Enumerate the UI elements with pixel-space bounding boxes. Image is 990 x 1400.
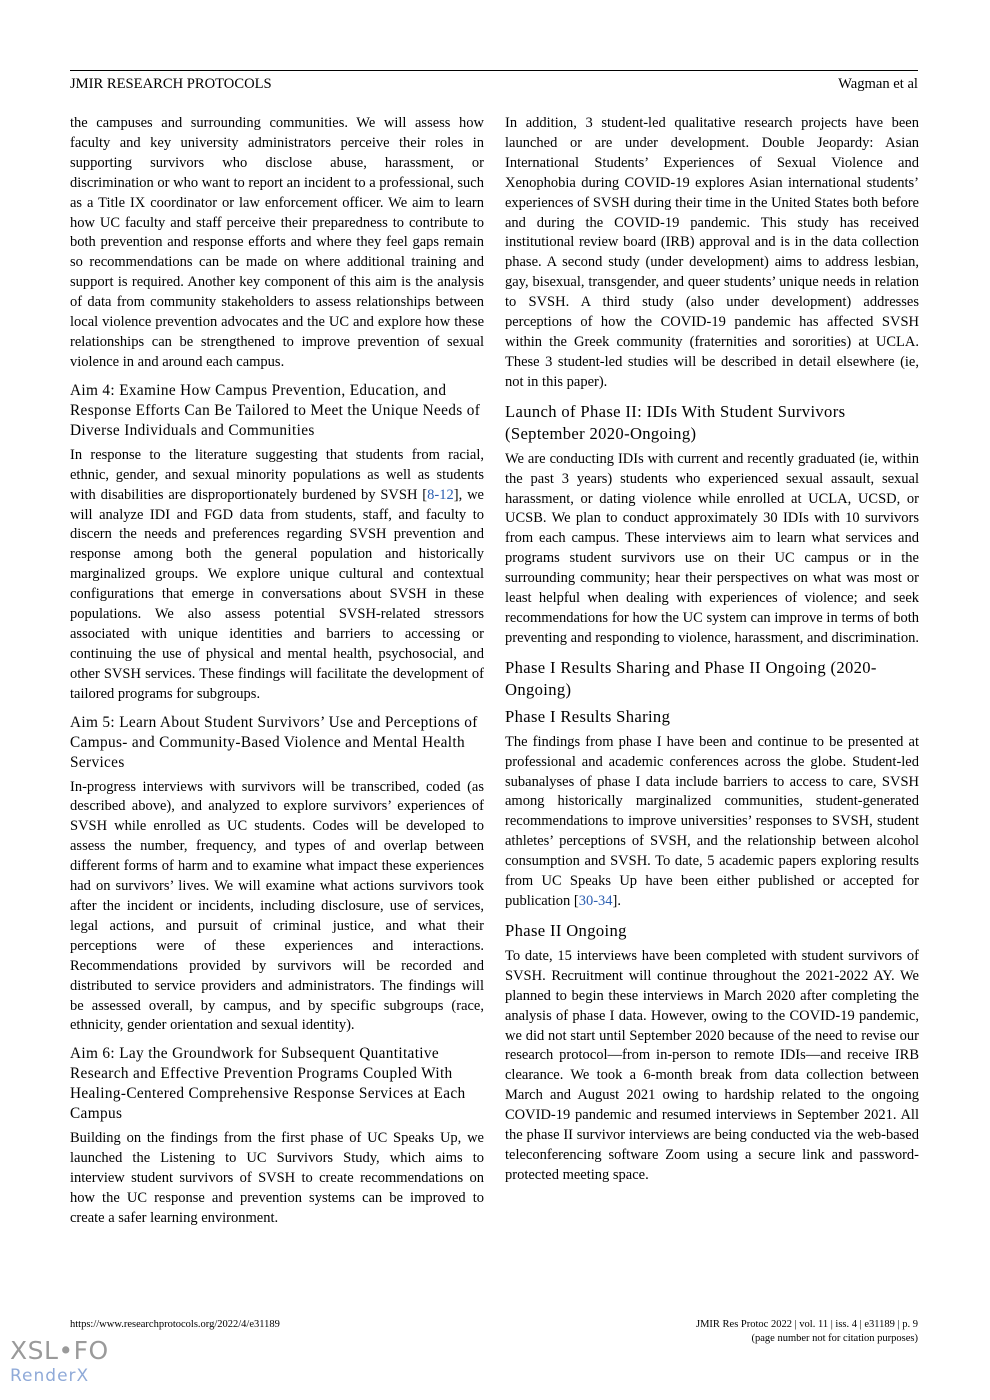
aim4-heading: Aim 4: Examine How Campus Prevention, Education, and Response Efforts Can Be Tailored to Meet the Unique Needs of Diverse Individuals and Communities [70, 381, 481, 439]
citation-link-8-12[interactable]: 8-12 [427, 486, 454, 503]
header-rule [70, 70, 918, 71]
journal-name: JMIR RESEARCH PROTOCOLS [70, 76, 272, 92]
launch-phase2-heading: Launch of Phase II: IDIs With Student Survivors (September 2020-Ongoing) [505, 401, 846, 443]
running-head [70, 74, 918, 96]
sharing-text-before: The findings from phase I have been and continue to be presented at professional and academic conferences across the globe. Student-led subanalyses of phase I data include barriers to access to care, SVSH among historically marginalized communities, student-generated recommendations to improve universities’ responses to SVSH, student athletes’ perceptions of SVSH, and the relationship between alcohol consumption and SVSH. To date, 5 academic papers exploring results from UC Speaks Up have been either published or accepted for publication [ [505, 733, 919, 909]
results-sharing-section-heading: Phase I Results Sharing and Phase II Ongoing (2020-Ongoing) [505, 657, 877, 699]
logo-renderx-text: RenderX [10, 1366, 90, 1386]
footer-citation: JMIR Res Protoc 2022 | vol. 11 | iss. 4 | e31189 | p. 9 [695, 1319, 918, 1330]
right-column [505, 114, 919, 1194]
right-paragraph-1: In addition, 3 student-led qualitative research projects have been launched or are under development. Double Jeopardy: Asian International Students’ Experiences of Sexual Violence and Xenophobia during COVID-19 explores Asian international students’ experiences of SVSH during their time in the United States both before and during the COVID-19 pandemic. This study has received institutional review board (IRB) approval and is in the data collection phase. A second study (under development) aims to address lesbian, gay, bisexual, transgender, and queer students’ unique needs in relation to SVSH. A third study (also under development) addresses perceptions of how the COVID-19 pandemic has affected SVSH within the Greek community (fraternities and sororities) at UCLA. These 3 student-led studies will be described in detail elsewhere (ie, not in this paper). [505, 115, 919, 390]
sharing-text-after: ]. [612, 893, 622, 909]
footer-note: (page number not for citation purposes) [751, 1332, 918, 1344]
aim6-paragraph: Building on the findings from the first phase of UC Speaks Up, we launched the Listening to UC Survivors Study, which aims to interview student survivors of SVSH to create recommendations on how the UC response and prevention systems can be improved to create a safer learning environment. [70, 1130, 484, 1226]
phase2-ongoing-heading: Phase II Ongoing [505, 920, 627, 940]
aim4-paragraph [70, 446, 484, 705]
left-column [70, 114, 484, 1237]
citation-link-30-34[interactable]: 30-34 [578, 893, 613, 909]
phase1-results-sharing-heading: Phase I Results Sharing [505, 706, 671, 726]
aim5-paragraph: In-progress interviews with survivors will be transcribed, coded (as described above), and analyzed to explore survivors’ experiences of SVSH while enrolled as UC students. Codes will be developed to assess the number, frequency, and types of and overlap between different forms of harm and to examine what impact these experiences had on survivors’ lives. We will examine what actions survivors took after the incident or incidents, including disclosure, use of services, legal actions, and pursuit of criminal justice, and what their perceptions were of these experiences and interactions. Recommendations provided by survivors will be recorded and distributed to service providers and administrators. The findings will be assessed overall, by campus, and by specific subgroups (race, ethnicity, gender orientation and sexual identity). [70, 778, 484, 1034]
aim4-text-before: In response to the literature suggesting that students from racial, ethnic, gender, and sexual minority populations as well as students with disabilities are disproportionately burdened by SVSH [ [70, 446, 484, 503]
aim6-heading: Aim 6: Lay the Groundwork for Subsequent Quantitative Research and Effective Prevention Programs Coupled With Healing-Centered Comprehensive Response Services at Each Campus [70, 1045, 466, 1123]
xslfo-renderx-logo [10, 1336, 109, 1392]
aim4-text-after: ], we will analyze IDI and FGD data from students, staff, and faculty to discern the needs and preferences regarding SVSH prevention and response among both the general population and historically marginalized groups. We explore unique cultural and contextual configurations that emerge in conversations about SVSH in these populations. We also assess potential SVSH-related stressors associated with unique identities and barriers to accessing or continuing the use of physical and mental health, psychosocial, and other SVSH services. These findings will facilitate the development of tailored programs for subgroups. [70, 486, 484, 702]
phase2-ongoing-paragraph: To date, 15 interviews have been completed with student survivors of SVSH. Recruitment will continue throughout the 2021-2022 AY. We planned to begin these interviews in March 2020 after completing the analysis of phase I data. However, owing to the COVID-19 pandemic, we did not start until September 2020 because of the need to revise our research protocol—from in-person to remote IDIs—and receive IRB clearance. We took a 6-month break from data collection between March and August 2021 owing to hardship related to the ongoing COVID-19 pandemic and resumed interviews in September 2021. All the phase II survivor interviews are being conducted via the web-based teleconferencing software Zoom using a secure link and password-protected meeting space. [505, 947, 919, 1183]
author-names: Wagman et al [838, 76, 918, 92]
left-paragraph-1: the campuses and surrounding communities. We will assess how faculty and key university administrators perceive their roles in supporting survivors who disclose abuse, harassment, or discrimination or who want to report an incident to a professional, such as a Title IX coordinator or law enforcement officer. We aim to learn how UC faculty and staff perceive their preparedness to contribute to both prevention and response efforts and where they feel gaps remain so recommendations can be made on where additional training and support is required. Another key component of this aim is the analysis of data from community stakeholders to assess relationships between local violence prevention advocates and the UC and explore how these relationships can be strengthened to improve prevention of sexual violence in and around each campus. [70, 115, 484, 370]
phase1-results-sharing-paragraph [505, 733, 919, 912]
launch-phase2-paragraph: We are conducting IDIs with current and recently graduated (ie, within the past 3 years) students who experienced sexual assault, sexual harassment, or dating violence while enrolled at UCLA, UCSD, or UCSB. We plan to conduct approximately 30 IDIs with 10 survivors from each campus. These interviews aim to learn what services and programs student survivors use on their UC campus or in the surrounding community; hear their perspectives on what was most or least helpful when dealing with experiences of violence; and seek recommendations for how the UC system can improve in terms of both preventing and responding to violence, harassment, and discrimination. [505, 450, 919, 646]
footer-citation-block [696, 1318, 918, 1345]
footer-url[interactable]: https://www.researchprotocols.org/2022/4/e31189 [70, 1319, 280, 1330]
logo-xslfo-text: XSL•FO [10, 1336, 109, 1365]
aim5-heading: Aim 5: Learn About Student Survivors’ Use and Perceptions of Campus- and Community-Based Violence and Mental Health Services [70, 713, 478, 771]
